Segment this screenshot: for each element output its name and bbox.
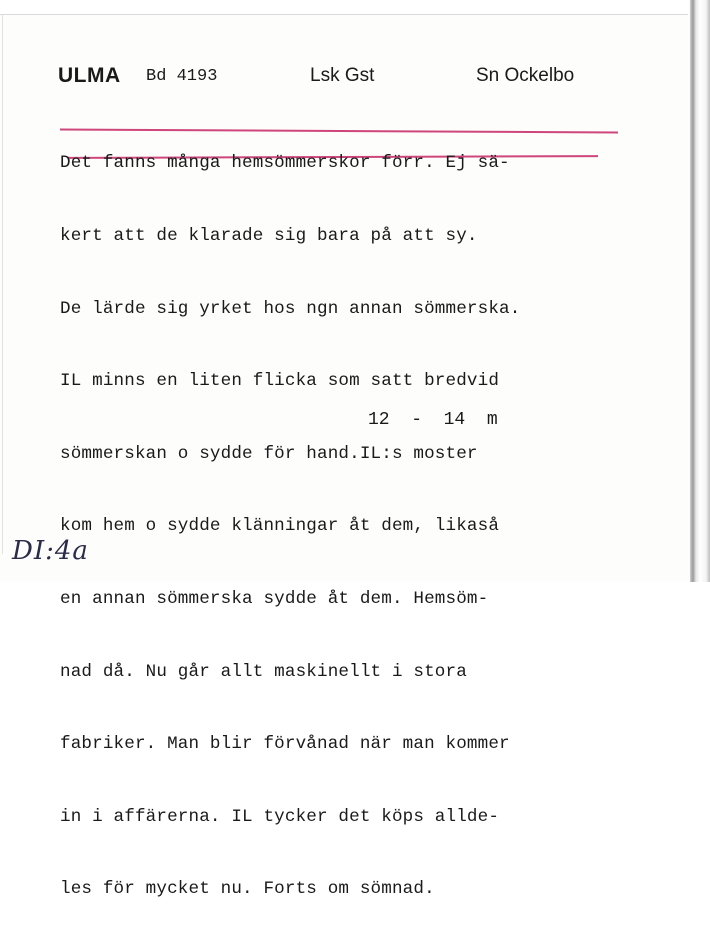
card-top-edge bbox=[0, 0, 688, 15]
body-line: les för mycket nu. Forts om sömnad. bbox=[60, 879, 435, 900]
scan-edge-strip bbox=[690, 0, 710, 582]
archive-code: ULMA bbox=[58, 64, 121, 87]
body-line: Det fanns många hemsömmerskor förr. Ej sä- bbox=[60, 153, 510, 174]
body-line: fabriker. Man blir förvånad när man kommer bbox=[60, 734, 510, 755]
parish-name: Sn Ockelbo bbox=[476, 65, 575, 86]
page-range: 12 - 14 m bbox=[368, 410, 498, 430]
body-line: kert att de klarade sig bara på att sy. bbox=[60, 226, 478, 246]
body-line: en annan sömmerska sydde åt dem. Hemsöm- bbox=[60, 588, 489, 609]
handwritten-signature: DI:4a bbox=[12, 536, 89, 566]
card-left-border bbox=[2, 14, 3, 554]
body-line: in i affärerna. IL tycker det köps allde- bbox=[60, 806, 500, 827]
region-code: Lsk Gst bbox=[310, 65, 375, 86]
body-line: nad då. Nu går allt maskinellt i stora bbox=[60, 661, 467, 682]
volume-number: Bd 4193 bbox=[146, 67, 218, 86]
body-line: sömmerskan o sydde för hand.IL:s moster bbox=[60, 443, 478, 464]
body-line: IL minns en liten flicka som satt bredvid bbox=[60, 371, 500, 392]
card-header bbox=[58, 64, 658, 90]
typed-body-text bbox=[60, 103, 520, 950]
body-line: kom hem o sydde klänningar åt dem, likaså bbox=[60, 516, 500, 537]
body-line: De lärde sig yrket hos ngn annan sömmerska. bbox=[60, 298, 521, 319]
